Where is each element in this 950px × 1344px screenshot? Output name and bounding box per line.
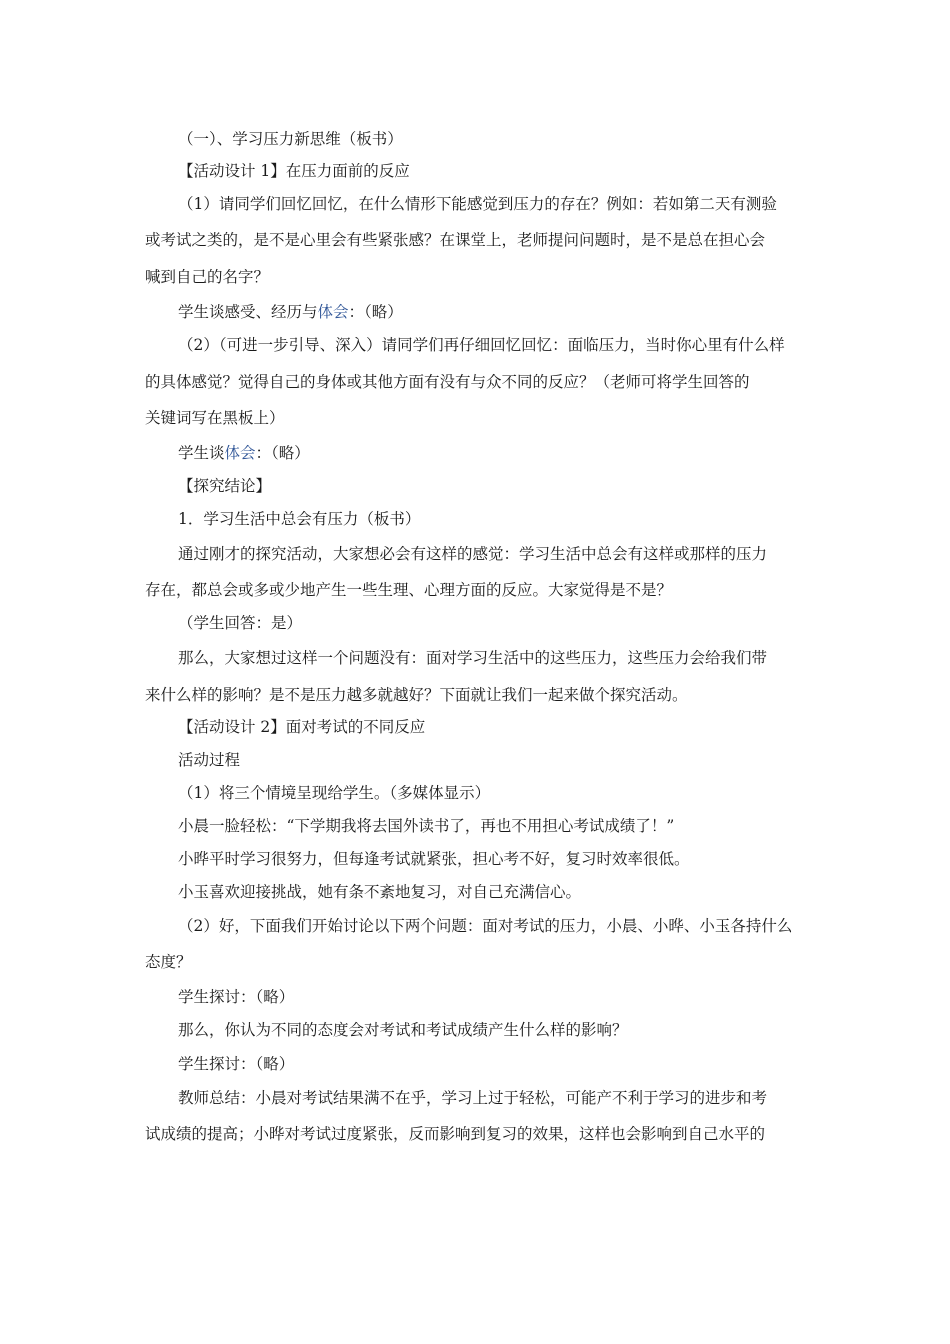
summary-line2: 试成绩的提高；小晔对考试过度紧张，反而影响到复习的效果，这样也会影响到自己水平的	[145, 1125, 766, 1143]
question1-line1: （1）请同学们回忆回忆，在什么情形下能感觉到压力的存在？例如：若如第二天有测验	[178, 195, 777, 213]
question2-line3: 关键词写在黑板上）	[145, 409, 285, 427]
answer1-link[interactable]: 体会	[317, 303, 349, 321]
answer2	[178, 442, 310, 464]
question3: 那么，你认为不同的态度会对考试和考试成绩产生什么样的影响？	[178, 1021, 628, 1039]
discussion1: 学生探讨：（略）	[178, 988, 295, 1006]
student-answer: （学生回答：是）	[178, 614, 303, 632]
paragraph2-line1: 那么，大家想过这样一个问题没有：面对学习生活中的这些压力，这些压力会给我们带	[178, 649, 768, 667]
question2-line2: 的具体感觉？觉得自己的身体或其他方面有没有与众不同的反应？（老师可将学生回答的	[145, 373, 750, 391]
step2-line1: （2）好，下面我们开始讨论以下两个问题：面对考试的压力，小晨、小晔、小玉各持什么	[178, 917, 793, 935]
answer1-suffix: ：（略）	[348, 303, 403, 321]
process-title: 活动过程	[178, 751, 241, 769]
conclusion-point: 1．学习生活中总会有压力（板书）	[178, 510, 421, 528]
paragraph1-line2: 存在，都总会或多或少地产生一些生理、心理方面的反应。大家觉得是不是？	[145, 581, 673, 599]
answer2-prefix: 学生谈	[178, 444, 225, 462]
summary-line1: 教师总结：小晨对考试结果满不在乎，学习上过于轻松，可能产不利于学习的进步和考	[178, 1089, 768, 1107]
case3: 小玉喜欢迎接挑战，她有条不紊地复习，对自己充满信心。	[178, 883, 582, 901]
case1: 小晨一脸轻松：“下学期我将去国外读书了，再也不用担心考试成绩了！”	[178, 817, 675, 835]
activity1-title: 【活动设计 1】在压力面前的反应	[178, 162, 410, 180]
section-heading: （一）、学习压力新思维（板书）	[178, 130, 403, 148]
question1-line3: 喊到自己的名字？	[145, 268, 270, 286]
paragraph1-line1: 通过刚才的探究活动，大家想必会有这样的感觉：学习生活中总会有这样或那样的压力	[178, 545, 768, 563]
answer2-suffix: ：（略）	[255, 444, 310, 462]
step1: （1）将三个情境呈现给学生。（多媒体显示）	[178, 784, 491, 802]
activity2-title: 【活动设计 2】面对考试的不同反应	[178, 718, 426, 736]
case2: 小晔平时学习很努力，但每逢考试就紧张，担心考不好，复习时效率很低。	[178, 850, 690, 868]
answer2-link[interactable]: 体会	[224, 444, 256, 462]
question1-line2: 或考试之类的，是不是心里会有些紧张感？在课堂上，老师提问问题时，是不是总在担心会	[145, 231, 766, 249]
question2-line1: （2）（可进一步引导、深入）请同学们再仔细回忆回忆：面临压力，当时你心里有什么样	[178, 336, 785, 354]
paragraph2-line2: 来什么样的影响？是不是压力越多就越好？下面就让我们一起来做个探究活动。	[145, 686, 688, 704]
answer1	[178, 301, 403, 323]
step2-line2: 态度？	[145, 953, 192, 971]
discussion2: 学生探讨：（略）	[178, 1055, 295, 1073]
answer1-prefix: 学生谈感受、经历与	[178, 303, 318, 321]
conclusion-title: 【探究结论】	[178, 477, 272, 495]
